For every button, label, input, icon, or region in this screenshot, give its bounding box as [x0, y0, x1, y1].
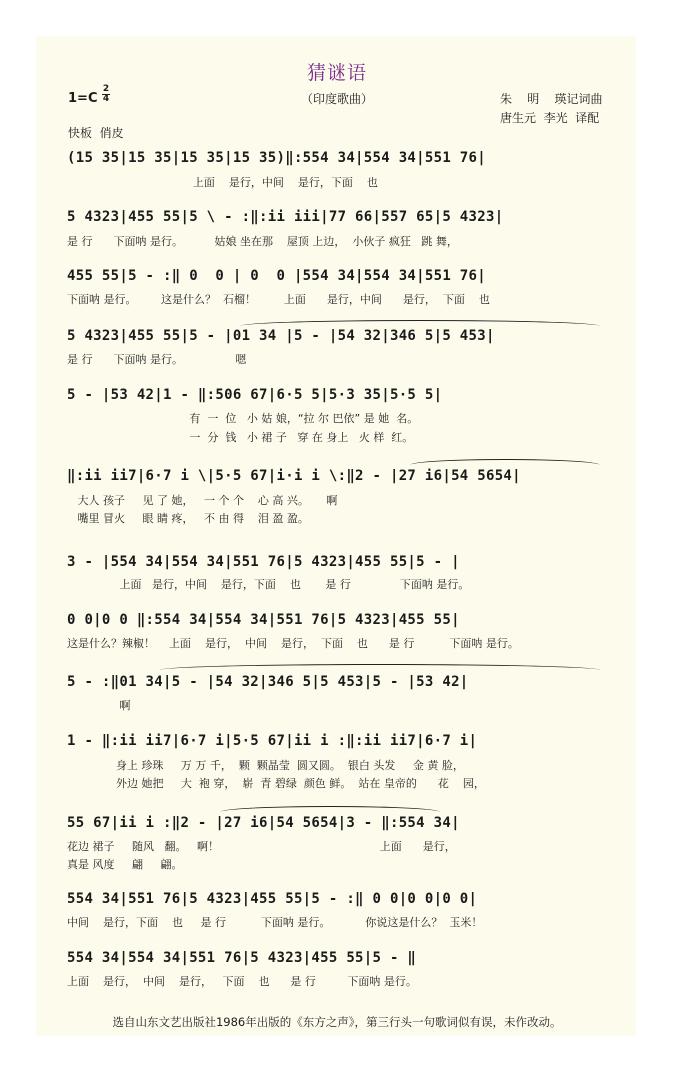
- music-row: 5 - |53 42|1 - ‖:506 67|6·5 5|5·3 35|5·5 5|: [67, 387, 443, 403]
- key-signature: 1=C: [68, 91, 98, 106]
- source-note: 选自山东文艺出版社1986年出版的《东方之声》，第三行头一句歌词似有误，未作改动。: [112, 1015, 562, 1029]
- music-row: 5 4323|455 55|5 - |01 34 |5 - |54 32|346 5|5 453|: [67, 328, 495, 344]
- lyric-line: 真是 风度 翩 翩。: [67, 858, 183, 871]
- music-row: 5 4323|455 55|5 \ - :‖:ii iii|77 66|557 65|5 4323|: [67, 209, 504, 225]
- lyric-line: 是 行 下面呐 是行。 嗯: [67, 353, 247, 366]
- music-row: 0 0|0 0 ‖:554 34|554 34|551 76|5 4323|455 55|: [67, 612, 460, 628]
- lyric-line: 上面 是行， 中间 是行， 下面 也 是 行 下面呐 是行。: [67, 975, 417, 988]
- music-row: 5 - :‖01 34|5 - |54 32|346 5|5 453|5 - |53 42|: [67, 674, 469, 690]
- lyric-line: 这是什么？辣椒！ 上面 是行， 中间 是行， 下面 也 是 行 下面呐 是行。: [67, 637, 519, 650]
- music-row: 554 34|551 76|5 4323|455 55|5 - :‖ 0 0|0 0|0 0|: [67, 891, 478, 907]
- lyric-line: 上面 是行，中间 是行，下面 也 是 行 下面呐 是行。: [67, 578, 470, 591]
- music-row: 1 - ‖:ii ii7|6·7 i|5·5 67|ii i :‖:ii ii7|6·7 i|: [67, 733, 478, 749]
- music-row: 455 55|5 - :‖ 0 0 | 0 0 |554 34|554 34|551 76|: [67, 268, 486, 284]
- lyric-line: 上面 是行，中间 是行，下面 也: [67, 176, 378, 189]
- slur: [160, 664, 600, 670]
- lyric-line: 中间 是行，下面 也 是 行 下面呐 是行。 你说这是什么？ 玉米！: [67, 916, 483, 929]
- lyric-line: 花边 裙子 随风 翻。 啊！ 上面 是行，: [67, 840, 456, 853]
- slur: [410, 459, 600, 465]
- lyric-line: 嘴里 冒火 眼 睛 疼， 不 由 得 泪 盈 盈。: [67, 512, 309, 525]
- music-row: 3 - |554 34|554 34|551 76|5 4323|455 55|5 - |: [67, 554, 460, 570]
- lyric-line: 是 行 下面呐 是行。 姑娘 坐在那 屋顶 上边， 小伙子 疯狂 跳 舞，: [67, 235, 458, 248]
- credits-line-2: 唐生元 李光 译配: [500, 111, 600, 125]
- lyric-line: 大人 孩子 见 了 她， 一 个 个 心 高 兴。 啊: [67, 494, 338, 507]
- time-signature: 2 4: [102, 84, 110, 104]
- music-row: 554 34|554 34|551 76|5 4323|455 55|5 - ‖: [67, 950, 417, 966]
- music-row: ‖:ii ii7|6·7 i \|5·5 67|i·i i \:‖2 - |27 i6|54 5654|: [67, 468, 521, 484]
- music-row: 55 67|ii i :‖2 - |27 i6|54 5654|3 - ‖:554 34|: [67, 815, 460, 831]
- lyric-line: 有 一 位 小 姑 娘，“拉 尔 巴依” 是 她 名。: [67, 412, 419, 425]
- song-subtitle: （印度歌曲）: [300, 92, 373, 106]
- lyric-line: 啊: [67, 699, 131, 712]
- lyric-line: 身上 珍珠 万 万 千， 颗 颗晶莹 圆又圆。 银白 头发 金 黄 脸，: [67, 759, 464, 772]
- slur: [240, 320, 600, 326]
- lyric-line: 一 分 钱 小 裙 子 穿 在 身上 火 样 红。: [67, 431, 414, 444]
- song-title: 猜谜语: [306, 62, 367, 84]
- slur: [220, 806, 440, 812]
- music-row: (15 35|15 35|15 35|15 35)‖:554 34|554 34|551 76|: [67, 150, 486, 166]
- credits-line-1: 朱 明 瑛记词曲: [500, 92, 603, 106]
- tempo-marking: 快板 俏皮: [68, 126, 124, 140]
- lyric-line: 下面呐 是行。 这是什么？ 石榴！ 上面 是行，中间 是行， 下面 也: [67, 293, 490, 306]
- lyric-line: 外边 她把 大 袍 穿， 崭 青 碧绿 颜色 鲜。 站在 皇帝的 花 园，: [67, 777, 485, 790]
